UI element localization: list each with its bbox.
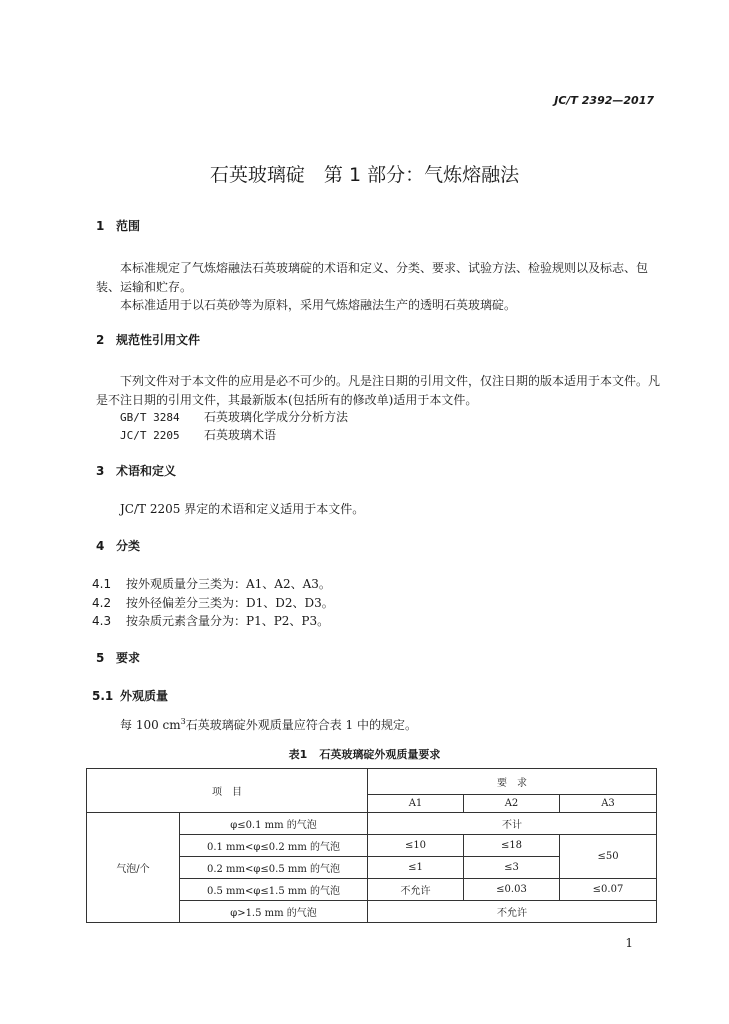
classification-item bbox=[92, 612, 329, 629]
table-title: 石英玻璃碇外观质量要求 bbox=[319, 748, 441, 761]
item-cell: 0.1 mm<φ≤0.2 mm 的气泡 bbox=[180, 835, 368, 857]
item-cell: φ≤0.1 mm 的气泡 bbox=[180, 813, 368, 835]
section-number: 1 bbox=[96, 219, 105, 233]
item-text: 按杂质元素含量分为：P1、P2、P3。 bbox=[126, 614, 330, 628]
header-class-cell: A1 bbox=[368, 795, 464, 813]
header-item-cell: 项 目 bbox=[87, 769, 368, 813]
reference-name: 石英玻璃术语 bbox=[204, 428, 277, 442]
section-1-heading bbox=[96, 217, 140, 234]
value-cell: ≤0.03 bbox=[464, 879, 560, 901]
section-3-paragraph-1: JC/T 2205 界定的术语和定义适用于本文件。 bbox=[120, 502, 365, 516]
standard-number: JC/T 2392—2017 bbox=[554, 94, 654, 107]
header-requirement-cell: 要 求 bbox=[368, 769, 657, 795]
section-number: 4 bbox=[96, 539, 105, 553]
section-1-paragraph-1: 本标准规定了气炼熔融法石英玻璃碇的术语和定义、分类、要求、试验方法、检验规则以及标志、包装、运输和贮存。 bbox=[96, 261, 649, 294]
section-title: 术语和定义 bbox=[116, 464, 177, 478]
section-title: 范围 bbox=[116, 219, 141, 233]
section-title: 分类 bbox=[116, 539, 141, 553]
superscript: 3 bbox=[180, 717, 186, 726]
group-label-cell: 气泡/个 bbox=[87, 813, 180, 923]
section-title: 要求 bbox=[116, 651, 141, 665]
page-number: 1 bbox=[625, 936, 633, 950]
item-number: 4.2 bbox=[92, 596, 112, 610]
reference-code: GB/T 3284 bbox=[120, 411, 180, 424]
reference-item bbox=[120, 426, 276, 443]
section-title: 规范性引用文件 bbox=[116, 333, 201, 347]
item-cell: 0.5 mm<φ≤1.5 mm 的气泡 bbox=[180, 879, 368, 901]
section-5-heading bbox=[96, 649, 140, 666]
table-row bbox=[87, 813, 657, 835]
section-number: 2 bbox=[96, 333, 105, 347]
value-cell: ≤1 bbox=[368, 857, 464, 879]
value-cell: ≤50 bbox=[560, 835, 657, 879]
header-class-cell: A2 bbox=[464, 795, 560, 813]
value-cell: ≤10 bbox=[368, 835, 464, 857]
paragraph-text: 石英玻璃碇外观质量应符合表 1 中的规定。 bbox=[185, 718, 417, 732]
section-4-heading bbox=[96, 537, 140, 554]
item-number: 4.3 bbox=[92, 614, 112, 628]
classification-item bbox=[92, 575, 331, 592]
reference-name: 石英玻璃化学成分分析方法 bbox=[204, 410, 349, 424]
merged-value-cell: 不允许 bbox=[368, 901, 657, 923]
section-number: 5 bbox=[96, 651, 105, 665]
reference-code: JC/T 2205 bbox=[120, 429, 180, 442]
reference-item bbox=[120, 408, 348, 425]
section-number: 5.1 bbox=[92, 689, 114, 703]
item-text: 按外径偏差分三类为：D1、D2、D3。 bbox=[126, 596, 334, 610]
table-label: 表1 bbox=[288, 748, 308, 761]
paragraph-text: 每 100 cm bbox=[120, 718, 181, 732]
classification-item bbox=[92, 594, 334, 611]
section-1-paragraph-2: 本标准适用于以石英砂等为原料，采用气炼熔融法生产的透明石英玻璃碇。 bbox=[120, 298, 517, 312]
value-cell: ≤18 bbox=[464, 835, 560, 857]
section-2-heading bbox=[96, 331, 200, 348]
section-5-1-paragraph bbox=[120, 716, 417, 733]
item-number: 4.1 bbox=[92, 577, 112, 591]
appearance-quality-table bbox=[86, 768, 657, 923]
table-caption bbox=[0, 746, 729, 762]
value-cell: ≤0.07 bbox=[560, 879, 657, 901]
table-header-row bbox=[87, 769, 657, 795]
section-title: 外观质量 bbox=[120, 689, 169, 703]
section-2-paragraph-1: 下列文件对于本文件的应用是必不可少的。凡是注日期的引用文件，仅注日期的版本适用于本文件。凡是不注日期的引用文件，其最新版本(包括所有的修改单)适用于本文件。 bbox=[96, 374, 661, 407]
value-cell: ≤3 bbox=[464, 857, 560, 879]
section-number: 3 bbox=[96, 464, 105, 478]
item-text: 按外观质量分三类为：A1、A2、A3。 bbox=[126, 577, 331, 591]
section-5-1-heading bbox=[92, 687, 168, 704]
section-3-heading bbox=[96, 462, 176, 479]
merged-value-cell: 不计 bbox=[368, 813, 657, 835]
header-class-cell: A3 bbox=[560, 795, 657, 813]
document-title: 石英玻璃碇 第 1 部分：气炼熔融法 bbox=[209, 164, 520, 186]
item-cell: φ>1.5 mm 的气泡 bbox=[180, 901, 368, 923]
item-cell: 0.2 mm<φ≤0.5 mm 的气泡 bbox=[180, 857, 368, 879]
value-cell: 不允许 bbox=[368, 879, 464, 901]
